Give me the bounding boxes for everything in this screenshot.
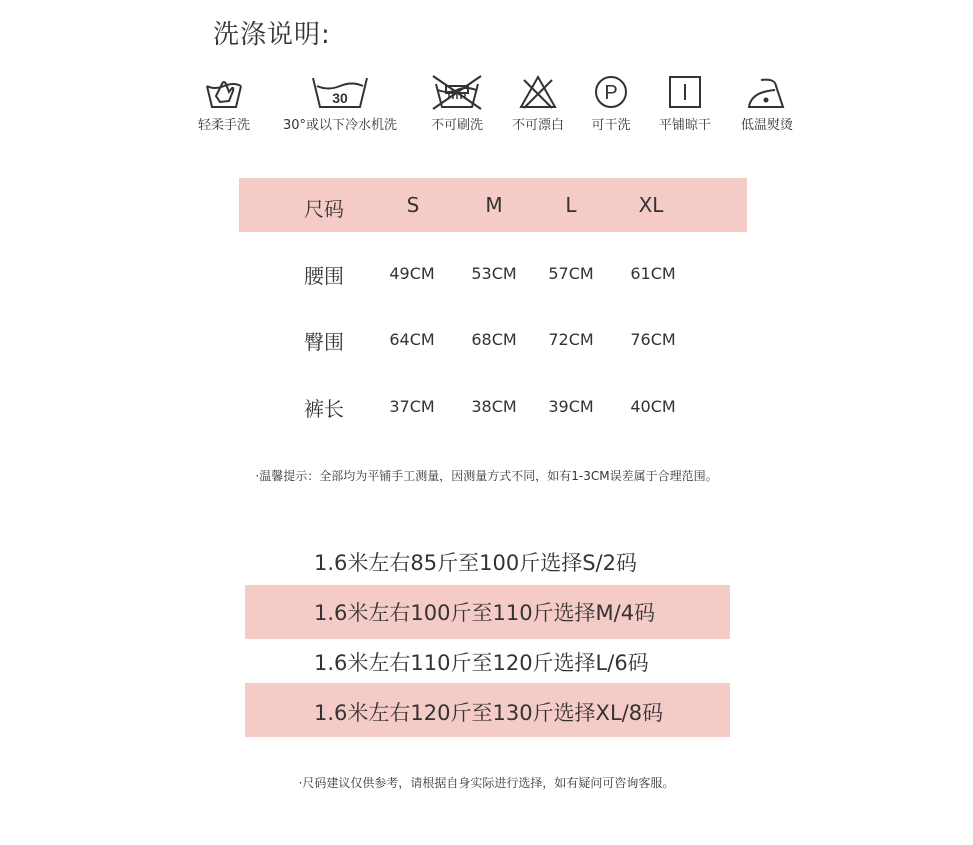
recommendation-xl: 1.6米左右120斤至130斤选择XL/8码	[314, 701, 664, 725]
table-cell: 64CM	[389, 330, 435, 349]
care-label: 轻柔手洗	[197, 118, 250, 133]
iron-low-icon	[745, 74, 789, 110]
size-header-label: 尺码	[304, 197, 344, 221]
footer-note: ·尺码建议仅供参考，请根据自身实际进行选择，如有疑问可咨询客服。	[298, 776, 675, 790]
table-cell: 53CM	[471, 264, 517, 283]
wash-30-icon	[310, 74, 370, 110]
measurement-note: ·温馨提示：全部均为平铺手工测量，因测量方式不同，如有1-3CM误差属于合理范围。	[255, 469, 718, 483]
dry-clean-letter: P	[604, 82, 618, 104]
page-title: 洗涤说明:	[213, 20, 331, 50]
table-cell: 68CM	[471, 330, 517, 349]
table-cell: 39CM	[548, 397, 594, 416]
care-label: 平铺晾干	[658, 118, 711, 133]
care-label: 不可刷洗	[430, 118, 483, 133]
care-label: 30°或以下冷水机洗	[282, 118, 398, 133]
table-cell: 38CM	[471, 397, 517, 416]
recommendation-l: 1.6米左右110斤至120斤选择L/6码	[314, 651, 649, 675]
table-cell: 61CM	[630, 264, 676, 283]
hand-wash-icon	[202, 74, 246, 110]
recommendation-s: 1.6米左右85斤至100斤选择S/2码	[314, 551, 637, 575]
recommendation-m: 1.6米左右100斤至110斤选择M/4码	[314, 601, 656, 625]
table-cell: 57CM	[548, 264, 594, 283]
row-label-hip: 臀围	[304, 330, 344, 354]
care-label: 低温熨烫	[740, 118, 793, 133]
table-cell: 76CM	[630, 330, 676, 349]
table-cell: 49CM	[389, 264, 435, 283]
size-header-l: L	[565, 193, 577, 217]
dry-flat-icon	[665, 74, 705, 110]
size-header-s: S	[406, 193, 420, 217]
size-header-xl: XL	[638, 193, 664, 217]
wash-temp-label: 30	[332, 90, 348, 106]
table-cell: 72CM	[548, 330, 594, 349]
care-label: 可干洗	[591, 118, 631, 133]
table-cell: 37CM	[389, 397, 435, 416]
row-label-length: 裤长	[304, 397, 344, 421]
table-cell: 40CM	[630, 397, 676, 416]
size-header-m: M	[485, 193, 503, 217]
row-label-waist: 腰围	[304, 264, 344, 288]
care-iron-low	[702, 74, 832, 133]
care-machine-wash	[275, 74, 405, 133]
care-label: 不可漂白	[511, 118, 564, 133]
care-hand-wash	[159, 74, 289, 133]
